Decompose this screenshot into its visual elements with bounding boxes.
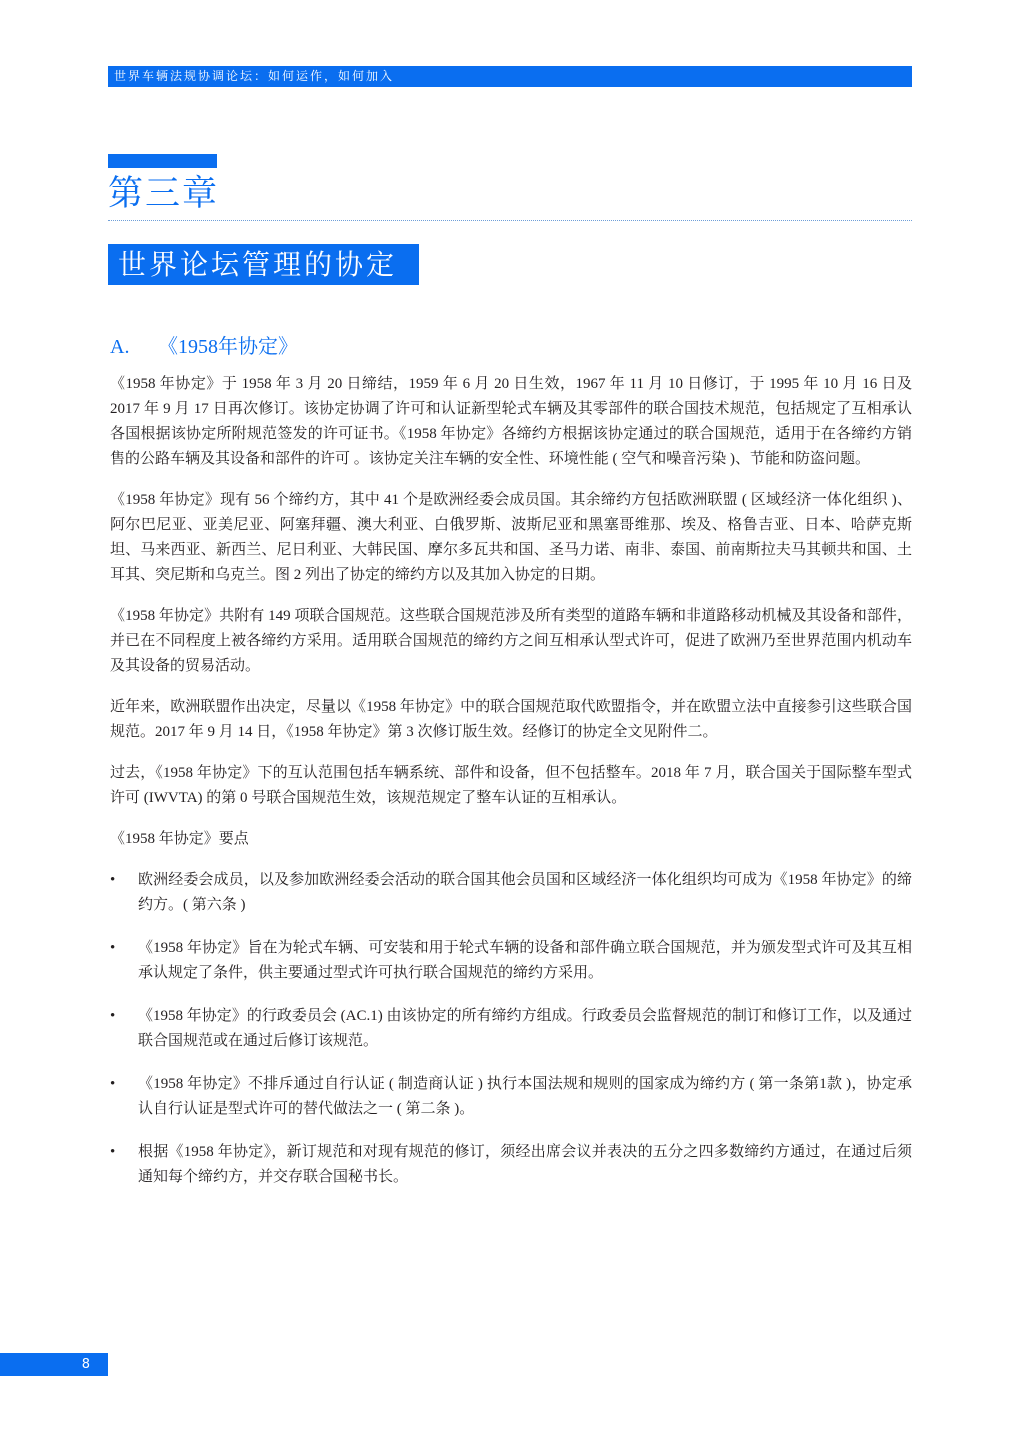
list-item bbox=[110, 1140, 912, 1190]
bullet-icon: • bbox=[110, 872, 116, 888]
running-header: 世界车辆法规协调论坛：如何运作，如何加入 bbox=[108, 66, 912, 87]
list-item bbox=[110, 868, 912, 918]
list-item-text: 根据《1958 年协定》，新订规范和对现有规范的修订，须经出席会议并表决的五分之四多数缔约方通过，在通过后须通知每个缔约方，并交存联合国秘书长。 bbox=[138, 1144, 912, 1185]
bullet-icon: • bbox=[110, 1008, 116, 1024]
paragraph: 过去，《1958 年协定》下的互认范围包括车辆系统、部件和设备，但不包括整车。2018 年 7 月，联合国关于国际整车型式许可 (IWVTA) 的第 0 号联合国规范生效，该规范规定了整车认证的互相承认。 bbox=[110, 765, 912, 806]
list-item bbox=[110, 936, 912, 986]
body-content bbox=[110, 372, 912, 1208]
bullet-icon: • bbox=[110, 940, 116, 956]
page-number: 8 bbox=[0, 1353, 108, 1376]
subsection-label: A. bbox=[110, 336, 130, 358]
paragraph: 《1958 年协定》现有 56 个缔约方，其中 41 个是欧洲经委会成员国。其余缔约方包括欧洲联盟 ( 区域经济一体化组织 )、阿尔巴尼亚、亚美尼亚、阿塞拜疆、澳大利亚、白俄罗斯、波斯尼亚和黑塞哥维那、埃及、格鲁吉亚、日本、哈萨克斯坦、马来西亚、新西兰、尼日利亚、大韩民国、摩尔多瓦共和国、圣马力诺、南非、泰国、前南斯拉夫马其顿共和国、土耳其、突尼斯和乌克兰。图 2 列出了协定的缔约方以及其加入协定的日期。 bbox=[110, 492, 912, 583]
list-item-text: 《1958 年协定》的行政委员会 (AC.1) 由该协定的所有缔约方组成。行政委员会监督规范的制订和修订工作，以及通过联合国规范或在通过后修订该规范。 bbox=[138, 1008, 912, 1049]
bullet-icon: • bbox=[110, 1076, 116, 1092]
bullet-icon: • bbox=[110, 1144, 116, 1160]
subsection-title: 《1958年协定》 bbox=[158, 336, 298, 358]
chapter-accent-bar bbox=[108, 154, 217, 168]
paragraph: 《1958 年协定》于 1958 年 3 月 20 日缔结，1959 年 6 月 20 日生效，1967 年 11 月 10 日修订，于 1995 年 10 月 16 日及 2017 年 9 月 17 日再次修订。该协定协调了许可和认证新型轮式车辆及其零部件的联合国技术规范，包括规定了互相承认各国根据该协定所附规范签发的许可证书。《1958 年协定》各缔约方根据该协定通过的联合国规范，适用于在各缔约方销售的公路车辆及其设备和部件的许可 。该协定关注车辆的安全性、环境性能 ( 空气和噪音污染 )、节能和防盗问题。 bbox=[110, 376, 912, 467]
subsection-heading bbox=[110, 334, 298, 360]
key-points-title: 《1958 年协定》要点 bbox=[110, 831, 249, 847]
list-item bbox=[110, 1072, 912, 1122]
list-item bbox=[110, 1004, 912, 1054]
key-points-list bbox=[110, 868, 912, 1190]
chapter-title: 第三章 bbox=[108, 174, 220, 214]
chapter-divider bbox=[108, 220, 912, 221]
list-item-text: 《1958 年协定》不排斥通过自行认证 ( 制造商认证 ) 执行本国法规和规则的国家成为缔约方 ( 第一条第1款 )，协定承认自行认证是型式许可的替代做法之一 ( 第二条 )。 bbox=[138, 1076, 912, 1117]
paragraph: 《1958 年协定》共附有 149 项联合国规范。这些联合国规范涉及所有类型的道路车辆和非道路移动机械及其设备和部件，并已在不同程度上被各缔约方采用。适用联合国规范的缔约方之间互相承认型式许可，促进了欧洲乃至世界范围内机动车及其设备的贸易活动。 bbox=[110, 608, 912, 674]
list-item-text: 欧洲经委会成员，以及参加欧洲经委会活动的联合国其他会员国和区域经济一体化组织均可成为《1958 年协定》的缔约方。( 第六条 ) bbox=[138, 872, 912, 913]
list-item-text: 《1958 年协定》旨在为轮式车辆、可安装和用于轮式车辆的设备和部件确立联合国规范，并为颁发型式许可及其互相承认规定了条件，供主要通过型式许可执行联合国规范的缔约方采用。 bbox=[138, 940, 912, 981]
section-title-banner: 世界论坛管理的协定 bbox=[108, 244, 419, 285]
paragraph: 近年来，欧洲联盟作出决定，尽量以《1958 年协定》中的联合国规范取代欧盟指令，并在欧盟立法中直接参引这些联合国规范。2017 年 9 月 14 日，《1958 年协定》第 3 次修订版生效。经修订的协定全文见附件二。 bbox=[110, 699, 912, 740]
